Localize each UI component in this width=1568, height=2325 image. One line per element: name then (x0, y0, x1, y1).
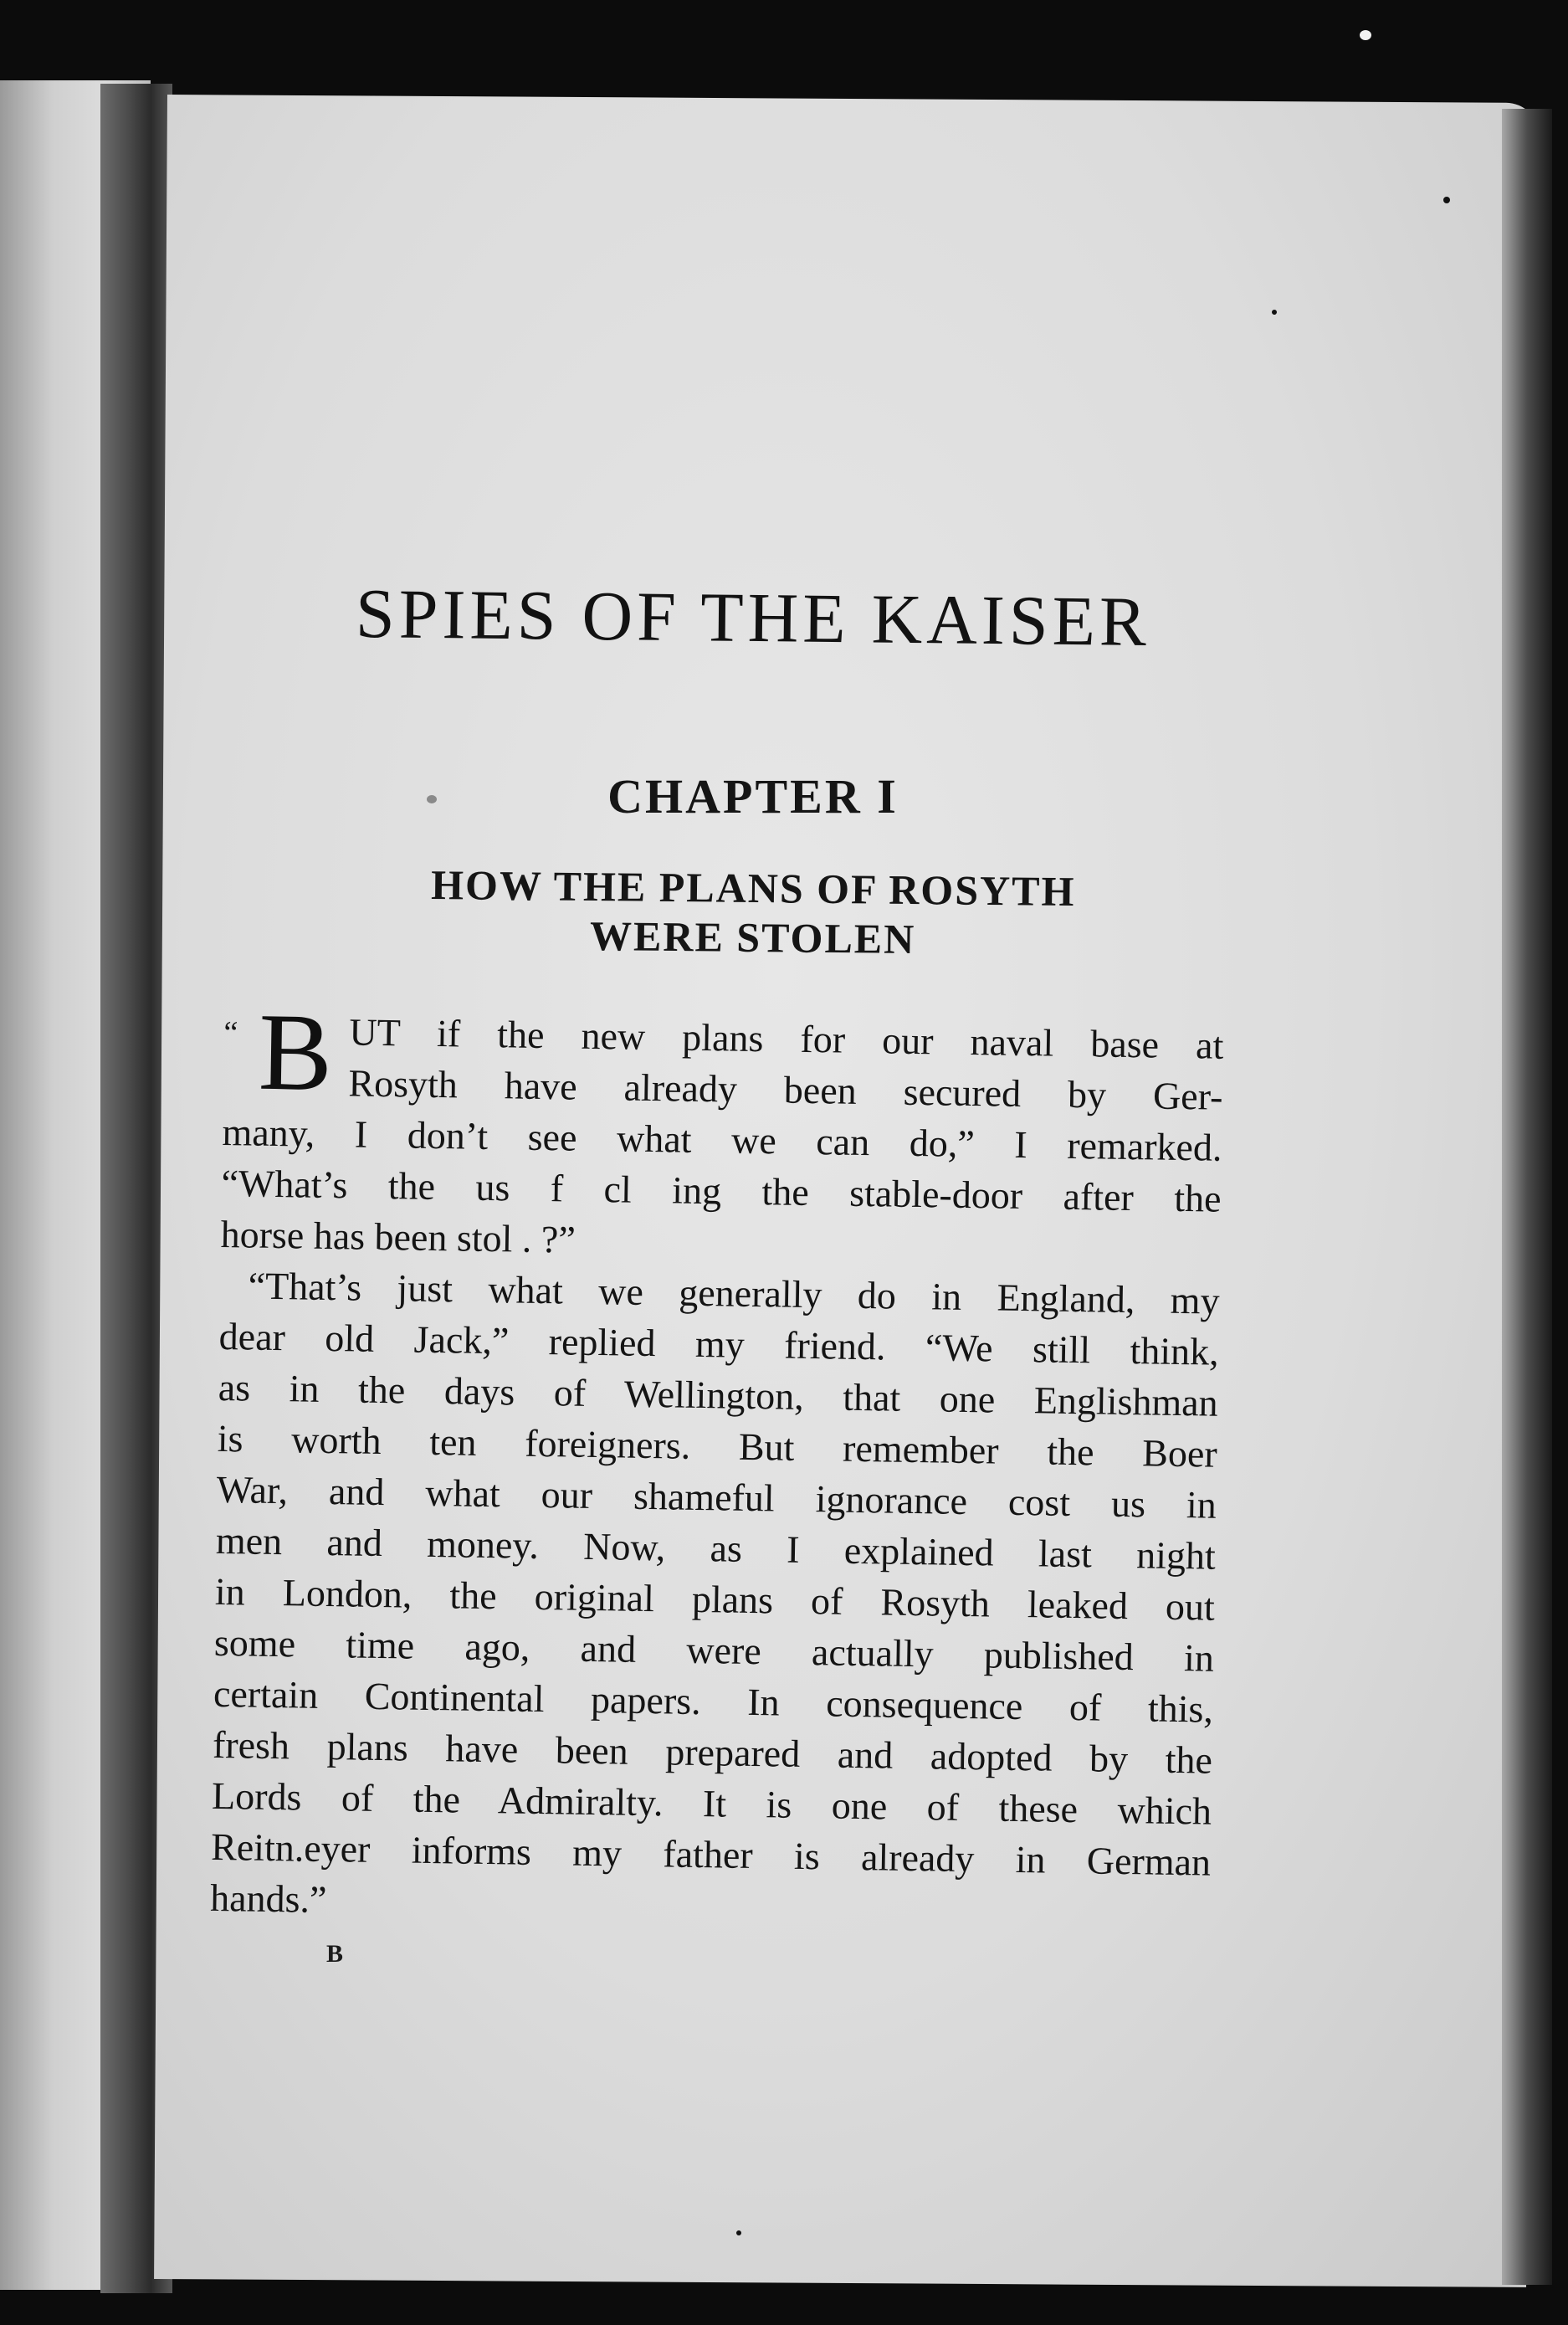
scan-speck (1272, 310, 1277, 315)
text-line-11: men and money. Now, as I explained last night (215, 1518, 1217, 1578)
text-line-13: some time ago, and were actually published in (213, 1620, 1215, 1680)
text-line-17: Reitn.eyer informs my father is already in German (210, 1825, 1212, 1884)
scan-speck (1443, 197, 1450, 203)
chapter-title (250, 859, 1255, 968)
opening-quote-mark: “ (223, 1014, 238, 1051)
book-title: SPIES OF THE KAISER (355, 575, 1151, 661)
text-line-6: “That’s just what we generally do in England, my (248, 1264, 1220, 1322)
chapter-label: CHAPTER I (607, 769, 899, 824)
text-line-12: in London, the original plans of Rosyth leaked out (214, 1569, 1216, 1629)
scan-speck (736, 2230, 741, 2235)
text-line-1: UT if the new plans for our naval base at (349, 1010, 1224, 1067)
text-line-7: dear old Jack,” replied my friend. “We still think, (218, 1314, 1220, 1373)
chapter-title-line-1: HOW THE PLANS OF ROSYTH (430, 860, 1076, 916)
drop-cap: B (257, 989, 334, 1115)
scan-speck (1360, 30, 1371, 40)
body-text (209, 989, 1224, 1939)
opening-paragraph (223, 989, 1224, 1122)
scan-speck (427, 795, 437, 803)
chapter-title-line-2: WERE STOLEN (589, 911, 916, 963)
text-line-9: is worth ten foreigners. But remember the Boer (217, 1416, 1218, 1476)
text-line-2: Rosyth have already been secured by Ger- (348, 1061, 1223, 1118)
text-line-3: many, I don’t see what we can do,” I remarked. (222, 1110, 1222, 1169)
text-line-18: hands.” (209, 1876, 327, 1922)
text-line-4: “What’s the us f cl ing the stable-door after the (221, 1161, 1222, 1220)
page-signature-mark: B (326, 1940, 344, 1968)
page-edge-shadow (1502, 109, 1552, 2285)
text-line-15: fresh plans have been prepared and adopted by the (212, 1722, 1213, 1782)
text-line-14: certain Continental papers. In consequence of this, (213, 1671, 1214, 1731)
text-line-10: War, and what our shameful ignorance cost us in (216, 1467, 1217, 1527)
text-line-8: as in the days of Wellington, that one Englishman (218, 1365, 1219, 1424)
text-line-5: horse has been stol . ?” (220, 1212, 576, 1261)
text-line-16: Lords of the Admiralty. It is one of these which (211, 1773, 1212, 1833)
